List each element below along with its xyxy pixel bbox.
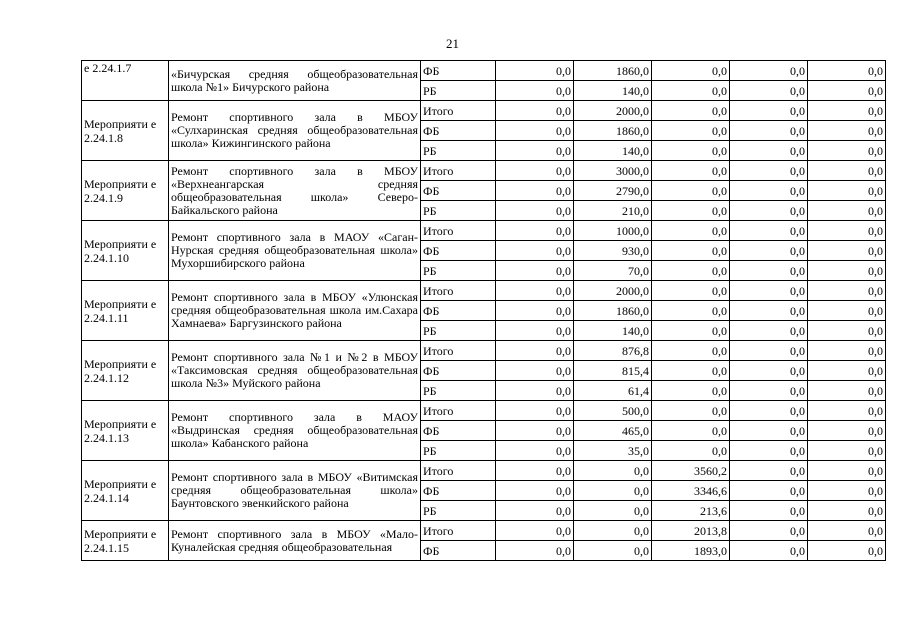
amount-cell: 0,0	[730, 501, 808, 521]
funding-source: Итого	[421, 461, 496, 481]
amount-cell: 0,0	[574, 461, 652, 481]
amount-cell: 1860,0	[574, 301, 652, 321]
activity-name: Ремонт спортивного зала в МБОУ «Улюнская средняя общеобразовательная школа им.Сахара Хамнаева» Баргузинского района	[169, 281, 421, 341]
funding-source: РБ	[421, 321, 496, 341]
amount-cell: 0,0	[730, 381, 808, 401]
amount-cell: 0,0	[730, 141, 808, 161]
amount-cell: 0,0	[808, 321, 886, 341]
amount-cell: 0,0	[730, 361, 808, 381]
amount-cell: 0,0	[730, 341, 808, 361]
amount-cell: 1860,0	[574, 61, 652, 81]
amount-cell: 0,0	[652, 421, 730, 441]
amount-cell: 0,0	[730, 441, 808, 461]
amount-cell: 1860,0	[574, 121, 652, 141]
amount-cell: 0,0	[496, 221, 574, 241]
activity-name: Ремонт спортивного зала в МБОУ «Мало-Куналейская средняя общеобразовательная	[169, 521, 421, 561]
amount-cell: 0,0	[496, 301, 574, 321]
amount-cell: 0,0	[652, 301, 730, 321]
amount-cell: 0,0	[652, 221, 730, 241]
amount-cell: 3000,0	[574, 161, 652, 181]
funding-source: Итого	[421, 341, 496, 361]
funding-source: РБ	[421, 441, 496, 461]
amount-cell: 0,0	[730, 221, 808, 241]
amount-cell: 3346,6	[652, 481, 730, 501]
amount-cell: 70,0	[574, 261, 652, 281]
amount-cell: 0,0	[652, 61, 730, 81]
amount-cell: 0,0	[808, 341, 886, 361]
table-body	[82, 61, 886, 561]
amount-cell: 0,0	[652, 181, 730, 201]
amount-cell: 0,0	[808, 361, 886, 381]
activity-name: Ремонт спортивного зала №1 и №2 в МБОУ «Таксимовская средняя общеобразовательная школа №3» Муйского района	[169, 341, 421, 401]
funding-source: РБ	[421, 141, 496, 161]
funding-source: Итого	[421, 221, 496, 241]
activity-code: Мероприяти е 2.24.1.14	[82, 461, 169, 521]
funding-source: ФБ	[421, 61, 496, 81]
budget-table	[81, 60, 886, 561]
amount-cell: 0,0	[730, 101, 808, 121]
amount-cell: 0,0	[808, 281, 886, 301]
amount-cell: 0,0	[652, 201, 730, 221]
activity-code: Мероприяти е 2.24.1.8	[82, 101, 169, 161]
amount-cell: 213,6	[652, 501, 730, 521]
amount-cell: 0,0	[808, 241, 886, 261]
amount-cell: 0,0	[496, 201, 574, 221]
funding-source: РБ	[421, 201, 496, 221]
amount-cell: 0,0	[730, 321, 808, 341]
funding-source: Итого	[421, 521, 496, 541]
amount-cell: 0,0	[496, 81, 574, 101]
amount-cell: 0,0	[496, 401, 574, 421]
amount-cell: 0,0	[652, 161, 730, 181]
activity-code: Мероприяти е 2.24.1.10	[82, 221, 169, 281]
amount-cell: 0,0	[808, 521, 886, 541]
amount-cell: 0,0	[496, 541, 574, 561]
funding-source: РБ	[421, 501, 496, 521]
amount-cell: 0,0	[730, 301, 808, 321]
amount-cell: 2013,8	[652, 521, 730, 541]
amount-cell: 61,4	[574, 381, 652, 401]
activity-code: Мероприяти е 2.24.1.13	[82, 401, 169, 461]
amount-cell: 0,0	[808, 401, 886, 421]
amount-cell: 0,0	[496, 141, 574, 161]
amount-cell: 0,0	[808, 121, 886, 141]
activity-code: Мероприяти е 2.24.1.12	[82, 341, 169, 401]
amount-cell: 0,0	[730, 61, 808, 81]
amount-cell: 0,0	[652, 141, 730, 161]
amount-cell: 2000,0	[574, 281, 652, 301]
amount-cell: 0,0	[808, 301, 886, 321]
activity-name: «Бичурская средняя общеобразовательная школа №1» Бичурского района	[169, 61, 421, 101]
amount-cell: 0,0	[574, 501, 652, 521]
amount-cell: 0,0	[652, 261, 730, 281]
amount-cell: 0,0	[730, 461, 808, 481]
amount-cell: 140,0	[574, 81, 652, 101]
amount-cell: 0,0	[730, 81, 808, 101]
funding-source: ФБ	[421, 241, 496, 261]
amount-cell: 0,0	[808, 421, 886, 441]
amount-cell: 0,0	[496, 441, 574, 461]
amount-cell: 0,0	[652, 441, 730, 461]
amount-cell: 0,0	[808, 101, 886, 121]
amount-cell: 0,0	[496, 501, 574, 521]
amount-cell: 0,0	[574, 481, 652, 501]
amount-cell: 0,0	[808, 81, 886, 101]
table-row	[82, 521, 886, 541]
amount-cell: 0,0	[652, 401, 730, 421]
activity-code: е 2.24.1.7	[82, 61, 169, 101]
amount-cell: 0,0	[496, 421, 574, 441]
table-row	[82, 341, 886, 361]
amount-cell: 0,0	[496, 361, 574, 381]
amount-cell: 0,0	[808, 221, 886, 241]
amount-cell: 0,0	[730, 161, 808, 181]
amount-cell: 0,0	[730, 121, 808, 141]
amount-cell: 0,0	[808, 381, 886, 401]
amount-cell: 0,0	[496, 321, 574, 341]
activity-name: Ремонт спортивного зала в МБОУ «Витимская средняя общеобразовательная школа» Баунтовского эвенкийского района	[169, 461, 421, 521]
page-number: 21	[446, 36, 459, 51]
activity-name: Ремонт спортивного зала в МАОУ «Выдринская средняя общеобразовательная школа» Кабанского района	[169, 401, 421, 461]
amount-cell: 0,0	[496, 281, 574, 301]
amount-cell: 140,0	[574, 321, 652, 341]
amount-cell: 0,0	[730, 261, 808, 281]
amount-cell: 0,0	[496, 381, 574, 401]
funding-source: ФБ	[421, 421, 496, 441]
amount-cell: 0,0	[574, 521, 652, 541]
table-row	[82, 101, 886, 121]
funding-source: Итого	[421, 101, 496, 121]
amount-cell: 876,8	[574, 341, 652, 361]
amount-cell: 0,0	[652, 381, 730, 401]
activity-code: Мероприяти е 2.24.1.9	[82, 161, 169, 221]
amount-cell: 0,0	[808, 161, 886, 181]
funding-source: Итого	[421, 161, 496, 181]
amount-cell: 0,0	[808, 461, 886, 481]
amount-cell: 210,0	[574, 201, 652, 221]
table-row	[82, 61, 886, 81]
amount-cell: 0,0	[496, 261, 574, 281]
funding-source: Итого	[421, 281, 496, 301]
amount-cell: 0,0	[496, 521, 574, 541]
table-row	[82, 401, 886, 421]
amount-cell: 0,0	[730, 541, 808, 561]
amount-cell: 0,0	[808, 141, 886, 161]
funding-source: Итого	[421, 401, 496, 421]
amount-cell: 465,0	[574, 421, 652, 441]
amount-cell: 0,0	[652, 341, 730, 361]
amount-cell: 0,0	[652, 241, 730, 261]
amount-cell: 0,0	[652, 281, 730, 301]
amount-cell: 0,0	[496, 121, 574, 141]
amount-cell: 930,0	[574, 241, 652, 261]
funding-source: РБ	[421, 261, 496, 281]
amount-cell: 0,0	[730, 241, 808, 261]
funding-source: ФБ	[421, 361, 496, 381]
amount-cell: 2790,0	[574, 181, 652, 201]
funding-source: ФБ	[421, 301, 496, 321]
amount-cell: 2000,0	[574, 101, 652, 121]
amount-cell: 0,0	[808, 481, 886, 501]
funding-source: РБ	[421, 81, 496, 101]
amount-cell: 0,0	[808, 541, 886, 561]
amount-cell: 0,0	[652, 81, 730, 101]
amount-cell: 0,0	[496, 341, 574, 361]
amount-cell: 0,0	[496, 61, 574, 81]
amount-cell: 0,0	[808, 61, 886, 81]
amount-cell: 0,0	[652, 121, 730, 141]
activity-name: Ремонт спортивного зала в МАОУ «Саган-Нурская средняя общеобразовательная школа» Мухоршибирского района	[169, 221, 421, 281]
amount-cell: 0,0	[496, 241, 574, 261]
amount-cell: 0,0	[652, 361, 730, 381]
amount-cell: 815,4	[574, 361, 652, 381]
activity-name: Ремонт спортивного зала в МБОУ «Верхнеангарская средняя общеобразовательная школа» Северо-Байкальского района	[169, 161, 421, 221]
amount-cell: 500,0	[574, 401, 652, 421]
amount-cell: 0,0	[652, 321, 730, 341]
amount-cell: 0,0	[730, 481, 808, 501]
amount-cell: 0,0	[496, 181, 574, 201]
amount-cell: 0,0	[574, 541, 652, 561]
amount-cell: 0,0	[496, 161, 574, 181]
amount-cell: 1893,0	[652, 541, 730, 561]
amount-cell: 35,0	[574, 441, 652, 461]
amount-cell: 0,0	[652, 101, 730, 121]
activity-code: Мероприяти е 2.24.1.15	[82, 521, 169, 561]
amount-cell: 0,0	[730, 201, 808, 221]
table-row	[82, 281, 886, 301]
amount-cell: 0,0	[730, 181, 808, 201]
amount-cell: 0,0	[808, 501, 886, 521]
amount-cell: 0,0	[730, 521, 808, 541]
amount-cell: 0,0	[496, 461, 574, 481]
table-row	[82, 161, 886, 181]
funding-source: ФБ	[421, 481, 496, 501]
amount-cell: 0,0	[496, 481, 574, 501]
funding-source: ФБ	[421, 121, 496, 141]
amount-cell: 0,0	[496, 101, 574, 121]
amount-cell: 0,0	[808, 441, 886, 461]
amount-cell: 0,0	[730, 421, 808, 441]
table-row	[82, 461, 886, 481]
amount-cell: 0,0	[808, 261, 886, 281]
funding-source: ФБ	[421, 541, 496, 561]
amount-cell: 0,0	[730, 281, 808, 301]
amount-cell: 0,0	[808, 181, 886, 201]
amount-cell: 1000,0	[574, 221, 652, 241]
activity-name: Ремонт спортивного зала в МБОУ «Сулхаринская средняя общеобразовательная школа» Кижингинского района	[169, 101, 421, 161]
activity-code: Мероприяти е 2.24.1.11	[82, 281, 169, 341]
funding-source: РБ	[421, 381, 496, 401]
table-row	[82, 221, 886, 241]
funding-source: ФБ	[421, 181, 496, 201]
amount-cell: 0,0	[808, 201, 886, 221]
amount-cell: 3560,2	[652, 461, 730, 481]
amount-cell: 0,0	[730, 401, 808, 421]
amount-cell: 140,0	[574, 141, 652, 161]
